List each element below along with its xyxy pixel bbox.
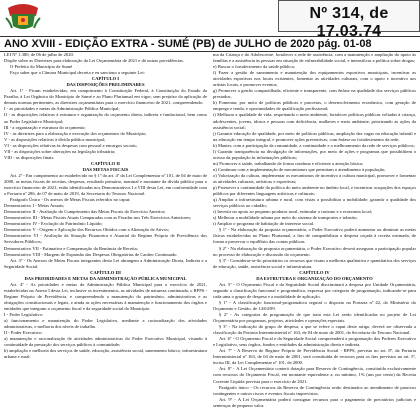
section-heading: CAPÍTULO II — [91, 160, 120, 166]
paragraph: Art. 4º - As prioridades e metas da Administração Pública Municipal para o exercício de 2021, estabelecidas no Anexo I desta Lei, inclusive os investimentos, as atividades de natureza continuada, o RPPS - Regime Próprio de Previdência, e compreendendo a manutenção do patrimônio, administrativas e as obrigações constitucionais e legais, e ainda as ações necessárias à manutenção e funcionamento dos órgãos e entidades que integram o orçamento fiscal e da seguridade social do Município. — [4, 281, 207, 311]
paragraph: I - as prioridades e metas da Administração Pública Municipal; — [4, 106, 120, 112]
section-heading: DA ESTRUTURA E ORGANIZAÇÃO DO ORÇAMENTO — [256, 275, 373, 281]
paragraph: Parágrafo único - Os recursos da Reserva de Contingência serão destinados ao atendimento de passivos contingentes e outros riscos e eventos fiscais imprevistos. — [213, 384, 416, 396]
paragraph: j) Garantir educação de qualidade, por meio de políticas públicas, ampliação das vagas na educação infantil e na educação em tempo integral, e promover ações preventivas, com ênfase no fortalecimento da rede. — [213, 130, 416, 142]
paragraph: m) Promover a saúde, trabalhando de forma contínua e eficiente a atenção básica; — [213, 160, 364, 166]
edition-band-text: ANO XVIII - EDIÇÃO EXTRA - SUMÉ (PB) de JULHO de 2020 pág. 01-08 — [4, 38, 372, 50]
paragraph: Demonstrativo VIII - Margem de Expansão das Despesas Obrigatórias de Caráter Continuado. — [4, 251, 178, 257]
paragraph: Art. 7º - A Reserva do Regime Próprio de Previdência Social - RPPS, prevista no art. 8º, da Portaria Interministerial nº 163, de 04 de maio de 2001, será constituída de recursos para os fins previstos no art. 5º, inciso III, da Lei Complementar nº 101, de 2000. — [213, 348, 416, 366]
paragraph: b) ampliação e melhoria dos serviços de saúde, educação, assistência social, saneamento básico, infraestrutura urbana e rural. — [4, 348, 207, 360]
paragraph: o) Valorização da cultura, implementar os mecanismos de incentivo à cultura municipal, promover e fomentar as atividades culturais, artísticas e esportivas; — [213, 172, 416, 184]
paragraph: Art. 9º - A Lei Orçamentária poderá consignar recursos para o pagamento de precatórios judiciais e sentenças de pequeno valor. — [213, 396, 416, 408]
paragraph: Art. 3º - Os Anexos de Metas Fiscais integrantes desta Lei abrangem a Administração Direta, Indireta e a Seguridade Social. — [4, 257, 207, 269]
section-heading: CAPÍTULO IV — [299, 269, 330, 275]
paragraph: g) Promover a gestão compartilhada, eficiente e transparente, com ênfase na qualidade dos serviços públicos prestados; — [213, 88, 416, 100]
paragraph: s) Melhorar a mobilidade urbana por meio do sistema de transportes e trânsito; — [213, 215, 358, 221]
paragraph: § 3º - Na indicação do grupo de despesa, a que se refere o caput deste artigo, deverá ser observada a classificação da Portaria Interministerial nº 163, de 04 de maio de 2001, da Secretaria do Tesouro Nacional. — [213, 324, 416, 336]
paragraph: n) Continuar com a implementação de mecanismos que permitam o atendimento à população; — [213, 166, 386, 172]
paragraph: § 2º - Na elaboração da proposta orçamentária, o Poder Executivo deverá assegurar a participação popular no processo de elaboração e discussão do orçamento. — [213, 245, 416, 257]
edition-band — [0, 36, 420, 52]
masthead — [0, 0, 420, 40]
paragraph: Demonstrativo VII - Estimativa e Compensação da Renúncia de Receita; — [4, 245, 138, 251]
paragraph: a) funcionamento e manutenção do Poder Legislativo, mediante a racionalização dos atividades administrativas, e melhoria dos níveis de trabalho. — [4, 318, 207, 330]
paragraph: k) Manter, com a participação da comunidade, a continuidade e o melhoramento da rede de serviços públicos; — [213, 142, 415, 148]
paragraph: IV - as diretrizes para a elaboração e execução dos orçamentos do Município; — [4, 130, 147, 136]
paragraph: Parágrafo Único - Os anexos de Metas Fiscais referidos no caput: — [10, 197, 131, 203]
paragraph: Demonstrativo V - Origem e Aplicação dos Recursos Obtidos com a Alienação de Ativos; — [4, 227, 170, 233]
paragraph: § 1º - A classificação funcional-programática seguirá o disposto na Portaria nº 42, do Ministério do Orçamento e Gestão, de 14/04/99. — [213, 299, 416, 311]
paragraph: II - Poder Executivo: — [4, 330, 43, 336]
paragraph: VIII - as disposições finais. — [4, 154, 55, 160]
paragraph: I - Poder Legislativo: — [4, 312, 44, 318]
municipal-coat-of-arms-icon — [4, 2, 42, 32]
paragraph: § 1º - Na elaboração da proposta orçamentária, o Poder Executivo poderá aumentar ou diminuir as metas físicas estabelecidas no Plano Plurianual, a fim de compatibilizar a despesa orçada à receita estimada, de forma a preservar o equilíbrio das contas públicas. — [213, 227, 416, 245]
paragraph: LEI Nº 1.380, de 06 de julho de 2020. — [4, 52, 74, 57]
paragraph: l) Garantir transparência na divulgação de informações, por meio de ações e programas que possibilitem o acesso da população às informações públicas; — [213, 148, 416, 160]
section-heading: CAPÍTULO III — [90, 269, 121, 275]
paragraph: h) Fomentar, por meio de políticas públicas e parcerias, o desenvolvimento econômico, com geração de emprego e renda, e oportunidades de qualificação profissional; — [213, 100, 416, 112]
paragraph: Art. 8º - A Lei Orçamentária conterá dotação para Reserva de Contingência, constituída exclusivamente com recursos do Orçamento Fiscal, em montante equivalente a, no mínimo, 1% (um por cento) da Receita Corrente Líquida prevista para o exercício de 2021. — [213, 366, 416, 384]
paragraph: i) Melhorar a qualidade de vida, respeitando o meio ambiente, fortalecer políticas públicas voltadas à criança, adolescentes, jovens, idosos e pessoas com deficiência, mulheres e meio ambiente, priorizando as ações da assistência social; — [213, 112, 416, 130]
left-text-column — [4, 52, 207, 418]
paragraph: Demonstrativo IV - Evolução do Patrimônio Líquido; — [4, 221, 103, 227]
right-text-column — [213, 52, 416, 418]
paragraph: Dispõe sobre as Diretrizes para elaboração da Lei Orçamentária de 2021 e dá outras providências. — [4, 58, 184, 64]
paragraph: VI - as disposições relativas às despesas com pessoal e encargos sociais; — [4, 142, 137, 148]
paragraph: Demonstrativo VI - Avaliação da Situação Financeira e Atuarial do Regime Próprio de Previdência dos Servidores Públicos; — [4, 233, 207, 245]
paragraph: Art. 6º - O Orçamento Fiscal e da Seguridade Social compreenderá a programação dos Poderes Executivo e Legislativo, seus órgãos, fundos e entidades da administração direta e indireta. — [213, 336, 416, 348]
paragraph: f) Fazer a gestão de saneamento e manutenção dos equipamentos esportivos municipais, incentivar as atividades esportivas nos locais existentes, fomentar as atividades culturais, com o apoio e incentivo aos artistas locais, e promover eventos; — [213, 70, 416, 88]
section-heading: DAS PRIORIDADES E METAS DA ADMINISTRAÇÃO PÚBLICA MUNICIPAL — [24, 275, 187, 281]
paragraph: Art. 5º - O Orçamento Fiscal e da Seguridade Social discriminará a despesa por Unidade Orçamentária, segundo a classificação funcional e programática, expressa por categoria de programação, indicando-se para cada uma o grupo de despesa e a modalidade de aplicação. — [213, 281, 416, 299]
paragraph: r) Investir no apoio ao pequeno produtor rural, estimular o turismo e a economia local; — [213, 209, 373, 215]
paragraph: Demonstrativo I - Metas Anuais; — [4, 203, 65, 209]
section-heading: DAS DISPOSIÇÕES PRELIMINARES — [66, 82, 145, 88]
paragraph: p) Promover a continuidade da política do meio ambiente no âmbito local, e incentivar ocupações dos espaços públicos por diferentes linguagens artísticas e culturais; — [213, 185, 416, 197]
paragraph: Art. 1º - Ficam estabelecidas, em cumprimento à Constituição Federal, à Constituição do Estado da Paraíba, à Lei Orgânica do Município de Sumé e ao Plano Plurianual em vigor, sem prejuízo da aplicação de demais normas pertinentes, as diretrizes orçamentárias para o exercício financeiro de 2021, compreendendo: — [4, 88, 207, 106]
section-heading: DAS METAS FISCAIS — [82, 166, 129, 172]
paragraph: § 2º - As categorias de programação de que trata esta Lei serão identificadas no projeto de Lei Orçamentária por programas, projetos, atividades e operações especiais. — [213, 312, 416, 324]
edition-number-box — [278, 0, 420, 40]
edition-number: Nº 314, de 17.03.74 — [309, 5, 389, 40]
section-heading: CAPÍTULO I — [91, 76, 120, 82]
paragraph: Faço saber que a Câmara Municipal decreta e eu sanciono a seguinte Lei: — [10, 70, 145, 76]
paragraph: O Prefeito do Município de Sumé — [10, 64, 73, 70]
paragraph: II - as disposições relativas à estrutura e organização do orçamento direta, indireta e fundacional, bem como ao Poder Legislativo Municipal; — [4, 112, 207, 124]
paragraph: § 3º - Considerar-se-ão prioritários os recursos que visam a melhoria qualitativa e quantitativa dos serviços de educação, saúde, assistência social e infraestrutura. — [213, 257, 416, 269]
paragraph: e) Buscar o fortalecimento da saúde pública; — [213, 64, 295, 70]
paragraph: a) manutenção e racionalização de atividades administrativas do Poder Executivo Municipal, visando à continuidade da prestação dos serviços públicos à comunidade; — [4, 336, 207, 348]
paragraph: ma da Criança e do Adolescente, fortalecer a rede de assistência, com a manutenção e ampliação do apoio às famílias e a assistência às pessoas em situação de vulnerabilidade social, e intensificar a política sobre drogas; — [213, 52, 416, 64]
paragraph: Art. 2º - Em cumprimento ao estabelecido no § 1º do art. 4º da Lei Complementar nº 101, de 04 de maio de 2000, as metas fiscais de receitas, despesas, resultado primário, nominal e montante da dívida pública para o exercício financeiro de 2021, estão identificadas nos Demonstrativos I a VIII desta Lei, em conformidade com a Portaria nº 286, de 07 de maio de 2019, da Secretaria do Tesouro Nacional. — [4, 172, 207, 197]
paragraph: V - as disposições relativas à dívida pública municipal; — [4, 136, 106, 142]
paragraph: q) Ampliar a infraestrutura urbana e rural, com vistas a possibilitar a mobilidade, garantir a qualidade dos serviços públicos ao cidadão; — [213, 197, 416, 209]
paragraph: Demonstrativo III - Metas Fiscais Atuais Comparadas com as Fixadas nos Três Exercícios Anteriores; — [4, 215, 192, 221]
paragraph: Demonstrativo II - Avaliação do Cumprimento das Metas Fiscais do Exercício Anterior; — [4, 209, 166, 215]
paragraph: III - a organização e estrutura do orçamento; — [4, 124, 86, 130]
paragraph: t) Ampliar o programa de habitação de interesse social. — [213, 221, 315, 227]
paragraph: VII - as disposições sobre alterações na legislação tributária; — [4, 148, 116, 154]
